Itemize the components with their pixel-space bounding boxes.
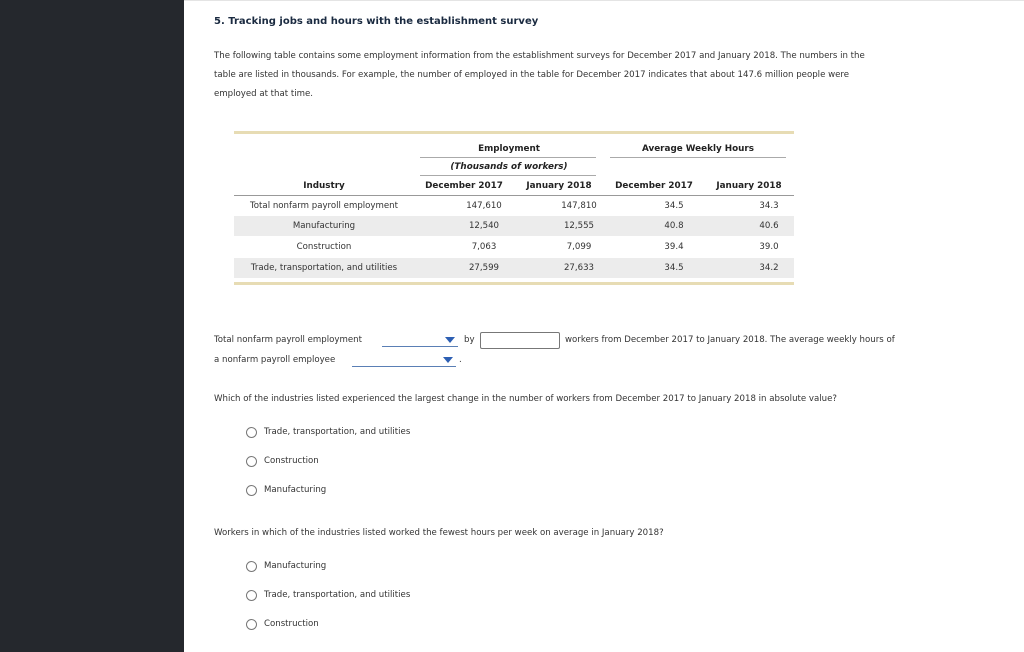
intro-line-3: employed at that time.: [214, 89, 314, 99]
hrs-jan-cell: 34.3: [759, 201, 779, 211]
col-hrs-dec: December 2017: [615, 181, 693, 191]
option-label: Manufacturing: [264, 485, 327, 495]
intro-line-2: table are listed in thousands. For example, the number of employed in the table for December 2017 indicates that about 147.6 million people were: [214, 70, 850, 80]
option-label: Construction: [264, 456, 319, 466]
hrs-jan-cell: 40.6: [759, 221, 779, 231]
emp-dec-cell: 147,610: [466, 201, 502, 211]
emp-dec-cell: 12,540: [468, 221, 500, 231]
radio-button[interactable]: [246, 619, 257, 630]
hours-header-underline: [610, 157, 786, 158]
table-row: [234, 196, 794, 216]
industry-cell: Total nonfarm payroll employment: [250, 201, 398, 211]
hrs-jan-cell: 34.2: [759, 263, 779, 273]
hrs-dec-cell: 40.8: [664, 221, 684, 231]
fill-in-prefix: Total nonfarm payroll employment: [214, 335, 362, 345]
by-label: by: [464, 335, 475, 345]
change-direction-dropdown[interactable]: [382, 334, 458, 347]
table-bottom-rule: [234, 282, 794, 285]
question-title: 5. Tracking jobs and hours with the establishment survey: [214, 16, 539, 27]
hours-header: Average Weekly Hours: [641, 144, 755, 154]
table-row: [234, 237, 794, 257]
radio-button[interactable]: [246, 590, 257, 601]
employment-subheader: (Thousands of workers): [450, 162, 568, 172]
emp-jan-cell: 12,555: [563, 221, 595, 231]
radio-button[interactable]: [246, 561, 257, 572]
radio-button[interactable]: [246, 427, 257, 438]
intro-line-1: The following table contains some employment information from the establishment surveys for December 2017 and January 2018. The numbers in the: [214, 51, 865, 61]
option-label: Trade, transportation, and utilities: [264, 590, 411, 600]
radio-button[interactable]: [246, 456, 257, 467]
employment-header-underline: [420, 157, 596, 158]
hrs-dec-cell: 34.5: [664, 201, 684, 211]
table-top-rule: [234, 131, 794, 134]
col-hrs-jan: January 2018: [716, 181, 782, 191]
option-label: Construction: [264, 619, 319, 629]
emp-dec-cell: 7,063: [471, 242, 497, 252]
q3-text: Workers in which of the industries listed worked the fewest hours per week on average in January 2018?: [214, 528, 664, 538]
table-row: [234, 258, 794, 278]
left-sidebar: [0, 0, 184, 652]
option-label: Manufacturing: [264, 561, 327, 571]
option-label: Trade, transportation, and utilities: [264, 427, 411, 437]
q2-text: Which of the industries listed experienced the largest change in the number of workers from December 2017 to January 2018 in absolute value?: [214, 394, 837, 404]
col-emp-jan: January 2018: [526, 181, 592, 191]
question-content: [214, 0, 1004, 652]
emp-jan-cell: 27,633: [563, 263, 595, 273]
col-industry: Industry: [303, 181, 345, 191]
emp-dec-cell: 27,599: [468, 263, 500, 273]
employment-table: [214, 0, 814, 300]
emp-jan-cell: 7,099: [566, 242, 592, 252]
industry-cell: Manufacturing: [292, 221, 356, 231]
industry-cell: Trade, transportation, and utilities: [250, 263, 398, 273]
radio-button[interactable]: [246, 485, 257, 496]
chevron-down-icon: [443, 357, 453, 363]
emp-jan-cell: 147,810: [561, 201, 597, 211]
period-mark: .: [459, 355, 462, 365]
table-row: [234, 216, 794, 236]
employment-subheader-underline: [420, 175, 596, 176]
hours-change-dropdown[interactable]: [352, 354, 456, 367]
hrs-dec-cell: 39.4: [664, 242, 684, 252]
fill-in-suffix: workers from December 2017 to January 2018. The average weekly hours of: [565, 335, 895, 345]
industry-cell: Construction: [296, 242, 352, 252]
col-emp-dec: December 2017: [425, 181, 503, 191]
fill-in-line2-prefix: a nonfarm payroll employee: [214, 355, 336, 365]
hrs-dec-cell: 34.5: [664, 263, 684, 273]
chevron-down-icon: [445, 337, 455, 343]
hrs-jan-cell: 39.0: [759, 242, 779, 252]
worker-change-input[interactable]: [480, 332, 560, 349]
employment-header: Employment: [478, 144, 540, 154]
